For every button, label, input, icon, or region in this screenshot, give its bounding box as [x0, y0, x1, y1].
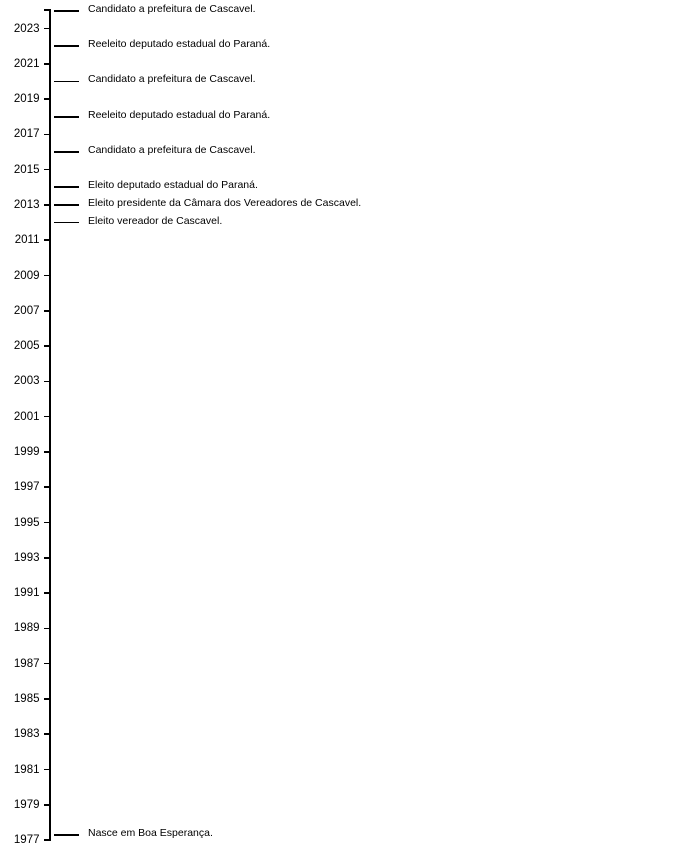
year-tick — [44, 310, 52, 312]
year-tick — [44, 486, 52, 488]
year-tick — [44, 557, 52, 559]
year-label: 1987 — [13, 657, 40, 670]
year-tick — [44, 169, 52, 171]
year-label: 1981 — [13, 763, 40, 776]
year-tick — [44, 698, 52, 700]
event-label: Candidato a prefeitura de Cascavel. — [88, 73, 256, 86]
event-connector-line — [54, 116, 79, 118]
year-label: 2001 — [13, 410, 40, 423]
event-connector-line — [54, 834, 79, 836]
year-tick — [44, 769, 52, 771]
year-label: 1999 — [13, 445, 40, 458]
year-label: 2021 — [13, 57, 40, 70]
year-tick — [44, 839, 52, 841]
event-label: Nasce em Boa Esperança. — [88, 827, 213, 840]
event-label: Reeleito deputado estadual do Paraná. — [88, 38, 271, 51]
year-tick — [44, 804, 52, 806]
year-tick — [44, 275, 52, 277]
event-label: Candidato a prefeitura de Cascavel. — [88, 2, 256, 15]
event-label: Reeleito deputado estadual do Paraná. — [88, 108, 271, 121]
event-connector-line — [54, 10, 79, 12]
year-label: 1983 — [13, 728, 40, 741]
year-label: 2009 — [13, 269, 40, 282]
event-connector-line — [54, 45, 79, 47]
year-label: 2023 — [13, 22, 40, 35]
event-connector-line — [54, 222, 79, 224]
event-label: Candidato a prefeitura de Cascavel. — [88, 144, 256, 156]
year-label: 2011 — [14, 234, 40, 247]
year-label: 1977 — [13, 834, 40, 847]
event-connector-line — [54, 151, 79, 153]
event-connector-line — [54, 81, 79, 83]
year-tick — [44, 28, 52, 30]
year-tick — [44, 204, 52, 206]
event-connector-line — [54, 204, 79, 206]
year-label: 2007 — [13, 304, 40, 317]
year-label: 2019 — [13, 93, 40, 106]
event-connector-line — [54, 186, 79, 188]
year-label: 2015 — [13, 163, 40, 176]
year-label: 1991 — [13, 587, 40, 600]
year-tick — [44, 733, 52, 735]
year-label: 2013 — [13, 198, 40, 211]
event-label: Eleito deputado estadual do Paraná. — [88, 179, 258, 192]
year-tick — [44, 628, 52, 630]
year-label: 1993 — [13, 551, 40, 564]
year-label: 1979 — [13, 798, 40, 811]
year-tick — [44, 239, 52, 241]
event-label: Eleito presidente da Câmara dos Vereadores de Cascavel. — [88, 196, 362, 209]
year-tick — [44, 522, 52, 524]
year-label: 2017 — [13, 128, 40, 141]
year-tick — [44, 63, 52, 65]
year-tick — [44, 98, 52, 100]
year-label: 1995 — [13, 516, 40, 529]
year-tick — [44, 134, 52, 136]
year-label: 1989 — [13, 622, 40, 635]
year-label: 2003 — [13, 375, 40, 388]
year-tick — [44, 592, 52, 594]
year-tick — [44, 381, 52, 383]
year-tick — [44, 663, 52, 665]
year-tick — [44, 416, 52, 418]
event-label: Eleito vereador de Cascavel. — [88, 214, 223, 227]
year-label: 1997 — [13, 481, 40, 494]
axis-top-tick — [44, 9, 52, 11]
year-label: 1985 — [13, 692, 40, 705]
year-tick — [44, 451, 52, 453]
year-label: 2005 — [13, 340, 40, 353]
year-tick — [44, 345, 52, 347]
